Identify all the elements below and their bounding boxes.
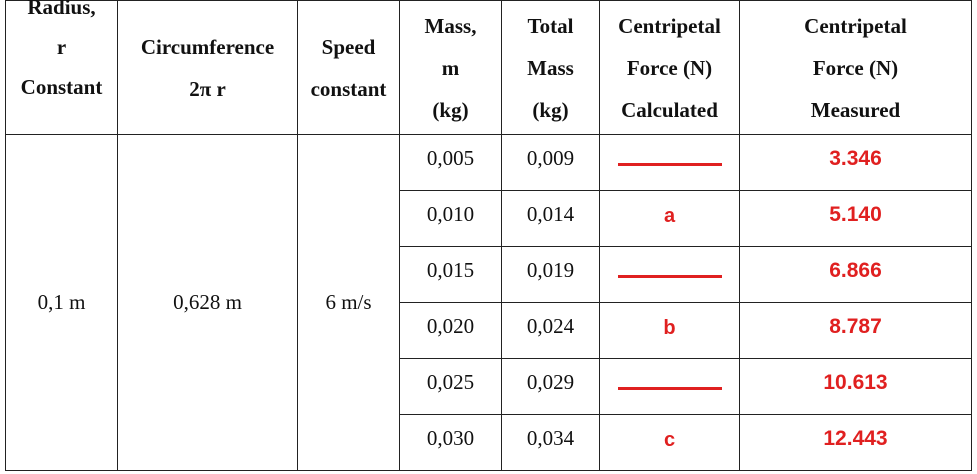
mass-cell: 0,020 xyxy=(400,303,502,359)
header-total-mass-line-1: Total xyxy=(527,13,574,38)
header-force-measured xyxy=(740,1,972,135)
header-row xyxy=(6,1,972,135)
header-mass-line-2: m xyxy=(441,55,460,80)
mass-cell: 0,030 xyxy=(400,415,502,471)
blank-answer-line xyxy=(618,275,722,278)
header-force-measured-line-3: Measured xyxy=(810,97,901,122)
header-radius-line-3: Constant xyxy=(20,75,103,99)
header-speed xyxy=(298,1,400,135)
calculated-cell[interactable] xyxy=(600,135,740,191)
centripetal-force-table xyxy=(5,0,972,471)
total-mass-cell: 0,019 xyxy=(502,247,600,303)
table-row xyxy=(6,135,972,191)
measured-cell: 8.787 xyxy=(740,303,972,359)
header-radius xyxy=(6,1,118,135)
measured-cell: 10.613 xyxy=(740,359,972,415)
header-circumference xyxy=(118,1,298,135)
header-mass-line-3: (kg) xyxy=(432,97,469,122)
measured-cell: 3.346 xyxy=(740,135,972,191)
header-speed-line-1: Speed xyxy=(321,34,376,59)
header-speed-line-2: constant xyxy=(310,76,387,101)
header-total-mass xyxy=(502,1,600,135)
blank-answer-line xyxy=(618,163,722,166)
header-circumference-line-1: Circumference xyxy=(140,34,275,59)
total-mass-cell: 0,029 xyxy=(502,359,600,415)
calculated-cell[interactable] xyxy=(600,247,740,303)
total-mass-cell: 0,014 xyxy=(502,191,600,247)
header-force-calculated-line-3: Calculated xyxy=(621,97,718,122)
mass-cell: 0,005 xyxy=(400,135,502,191)
total-mass-cell: 0,034 xyxy=(502,415,600,471)
total-mass-cell: 0,024 xyxy=(502,303,600,359)
calculated-cell[interactable]: c xyxy=(600,415,740,471)
radius-value: 0,1 m xyxy=(6,135,118,471)
header-force-calculated xyxy=(600,1,740,135)
header-circumference-line-2: 2π r xyxy=(189,76,226,101)
calculated-cell[interactable] xyxy=(600,359,740,415)
header-mass-line-1: Mass, xyxy=(424,13,477,38)
speed-value: 6 m/s xyxy=(298,135,400,471)
header-radius-line-1: Radius, xyxy=(27,0,96,19)
header-total-mass-line-2: Mass xyxy=(527,55,574,80)
calculated-cell[interactable]: a xyxy=(600,191,740,247)
total-mass-cell: 0,009 xyxy=(502,135,600,191)
header-force-calculated-line-1: Centripetal xyxy=(618,13,721,38)
measured-cell: 5.140 xyxy=(740,191,972,247)
header-force-measured-line-2: Force (N) xyxy=(812,55,899,80)
mass-cell: 0,010 xyxy=(400,191,502,247)
measured-cell: 12.443 xyxy=(740,415,972,471)
measured-cell: 6.866 xyxy=(740,247,972,303)
header-force-calculated-line-2: Force (N) xyxy=(626,55,713,80)
calculated-cell[interactable]: b xyxy=(600,303,740,359)
circumference-value: 0,628 m xyxy=(118,135,298,471)
mass-cell: 0,025 xyxy=(400,359,502,415)
header-force-measured-line-1: Centripetal xyxy=(804,13,907,38)
header-mass xyxy=(400,1,502,135)
header-radius-line-2: r xyxy=(56,35,67,59)
blank-answer-line xyxy=(618,387,722,390)
header-total-mass-line-3: (kg) xyxy=(532,97,569,122)
mass-cell: 0,015 xyxy=(400,247,502,303)
